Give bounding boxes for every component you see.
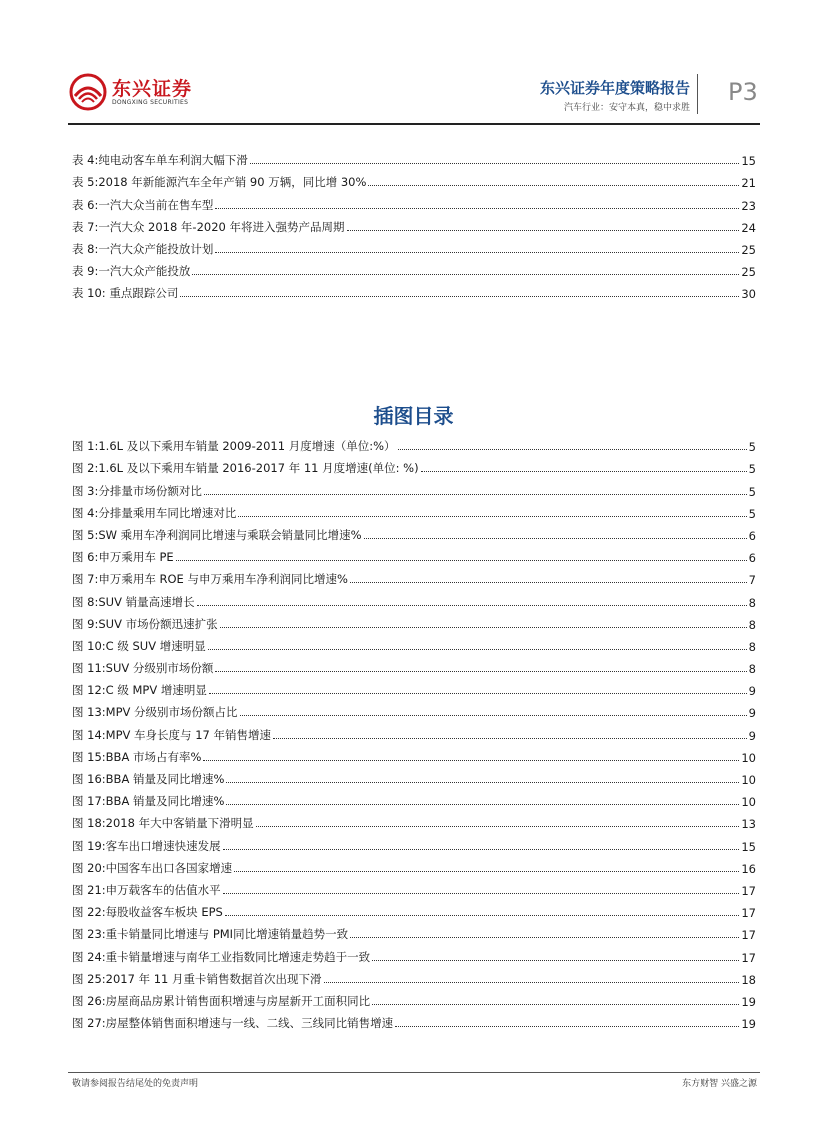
toc-leader-dots — [368, 185, 739, 186]
toc-entry-label: 图 8:SUV 销量高速增长 — [72, 594, 195, 609]
toc-entry-page: 5 — [748, 506, 756, 521]
tables-toc-list — [72, 146, 756, 301]
toc-entry-page: 17 — [741, 906, 756, 921]
toc-leader-dots — [215, 252, 739, 253]
toc-leader-dots — [209, 693, 747, 694]
toc-leader-dots — [250, 163, 740, 164]
toc-entry-label: 图 2:1.6L 及以下乘用车销量 2016-2017 年 11 月度增速(单位: %) — [72, 461, 419, 476]
toc-entry[interactable] — [72, 521, 756, 543]
toc-entry[interactable] — [72, 654, 756, 676]
toc-leader-dots — [240, 715, 747, 716]
toc-entry-label: 图 17:BBA 销量及同比增速% — [72, 794, 225, 809]
toc-leader-dots — [421, 471, 747, 472]
toc-entry[interactable] — [72, 698, 756, 720]
toc-entry[interactable] — [72, 942, 756, 964]
toc-entry-page: 6 — [748, 551, 756, 566]
toc-entry[interactable] — [72, 743, 756, 765]
toc-entry-label: 表 4:纯电动客车单车利润大幅下滑 — [72, 153, 248, 168]
toc-entry-label: 图 6:申万乘用车 PE — [72, 550, 174, 565]
toc-leader-dots — [208, 649, 747, 650]
toc-leader-dots — [197, 605, 747, 606]
toc-leader-dots — [273, 738, 747, 739]
toc-leader-dots — [364, 538, 747, 539]
toc-leader-dots — [192, 274, 739, 275]
toc-entry[interactable] — [72, 235, 756, 257]
toc-leader-dots — [215, 208, 739, 209]
toc-leader-dots — [225, 915, 740, 916]
footer-disclaimer: 敬请参阅报告结尾处的免责声明 — [72, 1079, 199, 1089]
toc-entry-label: 图 25:2017 年 11 月重卡销售数据首次出现下滑 — [72, 971, 322, 986]
toc-entry-page: 5 — [748, 484, 756, 499]
toc-entry-page: 7 — [748, 573, 756, 588]
toc-entry-label: 表 8:一汽大众产能投放计划 — [72, 241, 214, 256]
toc-entry-label: 图 21:申万载客车的估值水平 — [72, 882, 221, 897]
toc-entry[interactable] — [72, 543, 756, 565]
toc-entry-page: 16 — [741, 861, 756, 876]
toc-entry-page: 8 — [748, 595, 756, 610]
toc-entry-label: 图 5:SW 乘用车净利润同比增速与乘联会销量同比增速% — [72, 527, 362, 542]
toc-entry[interactable] — [72, 965, 756, 987]
toc-entry-label: 图 4:分排量乘用车同比增速对比 — [72, 505, 237, 520]
toc-leader-dots — [324, 982, 740, 983]
header-rule — [68, 123, 760, 125]
toc-leader-dots — [234, 871, 739, 872]
toc-leader-dots — [176, 560, 747, 561]
toc-entry-page: 10 — [741, 795, 756, 810]
report-subtitle: 汽车行业：安守本真，稳中求胜 — [563, 103, 690, 113]
logo-english-name: DONGXING SECURITIES — [112, 99, 189, 106]
toc-entry[interactable] — [72, 257, 756, 279]
toc-entry[interactable] — [72, 831, 756, 853]
toc-entry[interactable] — [72, 676, 756, 698]
toc-entry-label: 表 7:一汽大众 2018 年-2020 年将进入强势产品周期 — [72, 219, 345, 234]
toc-entry[interactable] — [72, 610, 756, 632]
logo-chinese-name: 东兴证券 — [112, 78, 193, 100]
toc-leader-dots — [372, 960, 739, 961]
toc-entry-page: 9 — [748, 684, 756, 699]
toc-entry-label: 图 13:MPV 分级别市场份额占比 — [72, 705, 238, 720]
toc-entry-label: 图 14:MPV 车身长度与 17 年销售增速 — [72, 727, 271, 742]
toc-entry-label: 表 10: 重点跟踪公司 — [72, 286, 179, 301]
report-title: 东兴证券年度策略报告 — [539, 79, 690, 97]
toc-entry-label: 图 3:分排量市场份额对比 — [72, 483, 202, 498]
footer-slogan: 东方财智 兴盛之源 — [682, 1079, 757, 1089]
toc-entry[interactable] — [72, 876, 756, 898]
toc-entry[interactable] — [72, 920, 756, 942]
toc-entry-page: 17 — [741, 950, 756, 965]
toc-leader-dots — [347, 230, 740, 231]
toc-entry[interactable] — [72, 279, 756, 301]
toc-entry[interactable] — [72, 499, 756, 521]
toc-entry-label: 表 5:2018 年新能源汽车全年产销 90 万辆，同比增 30% — [72, 175, 367, 190]
toc-leader-dots — [372, 1004, 739, 1005]
toc-entry[interactable] — [72, 168, 756, 190]
toc-entry[interactable] — [72, 809, 756, 831]
toc-entry[interactable] — [72, 720, 756, 742]
toc-leader-dots — [223, 849, 740, 850]
toc-entry-page: 5 — [748, 462, 756, 477]
toc-entry[interactable] — [72, 765, 756, 787]
toc-entry[interactable] — [72, 454, 756, 476]
toc-entry[interactable] — [72, 190, 756, 212]
toc-leader-dots — [180, 296, 739, 297]
toc-entry-page: 25 — [741, 242, 756, 257]
toc-entry[interactable] — [72, 854, 756, 876]
toc-entry-label: 图 10:C 级 SUV 增速明显 — [72, 638, 206, 653]
toc-entry-label: 图 27:房屋整体销售面积增速与一线、二线、三线同比销售增速 — [72, 1016, 394, 1031]
toc-entry-page: 10 — [741, 750, 756, 765]
toc-entry[interactable] — [72, 587, 756, 609]
toc-entry-page: 19 — [741, 994, 756, 1009]
toc-entry-page: 30 — [741, 287, 756, 302]
toc-leader-dots — [215, 671, 746, 672]
toc-entry-label: 图 1:1.6L 及以下乘用车销量 2009-2011 月度增速（单位:%） — [72, 439, 396, 454]
toc-entry-page: 8 — [748, 617, 756, 632]
header-divider — [697, 74, 698, 114]
toc-leader-dots — [203, 760, 739, 761]
toc-entry-label: 图 19:客车出口增速快速发展 — [72, 838, 221, 853]
toc-leader-dots — [398, 449, 747, 450]
toc-entry-label: 图 22:每股收益客车板块 EPS — [72, 905, 223, 920]
toc-leader-dots — [256, 826, 740, 827]
toc-entry-label: 图 24:重卡销量增速与南华工业指数同比增速走势趋于一致 — [72, 949, 371, 964]
toc-entry-page: 8 — [748, 662, 756, 677]
toc-entry-label: 图 20:中国客车出口各国家增速 — [72, 860, 233, 875]
toc-entry[interactable] — [72, 898, 756, 920]
toc-entry-page: 13 — [741, 817, 756, 832]
toc-entry-page: 6 — [748, 528, 756, 543]
toc-entry-page: 8 — [748, 639, 756, 654]
figures-toc-list — [72, 432, 756, 1031]
toc-entry-page: 23 — [741, 198, 756, 213]
toc-entry-label: 图 11:SUV 分级别市场份额 — [72, 661, 214, 676]
toc-leader-dots — [350, 582, 747, 583]
toc-entry-page: 19 — [741, 1017, 756, 1032]
figures-toc-heading: 插图目录 — [373, 404, 454, 428]
toc-entry[interactable] — [72, 1009, 756, 1031]
toc-entry-page: 17 — [741, 883, 756, 898]
toc-entry[interactable] — [72, 476, 756, 498]
toc-entry-label: 图 12:C 级 MPV 增速明显 — [72, 683, 207, 698]
page-header — [0, 0, 827, 130]
toc-leader-dots — [223, 893, 740, 894]
toc-entry-label: 表 6:一汽大众当前在售车型 — [72, 197, 214, 212]
toc-leader-dots — [350, 937, 739, 938]
toc-leader-dots — [204, 494, 747, 495]
toc-entry[interactable] — [72, 565, 756, 587]
toc-entry-label: 图 16:BBA 销量及同比增速% — [72, 772, 225, 786]
toc-entry-page: 21 — [741, 176, 756, 191]
toc-leader-dots — [395, 1026, 739, 1027]
toc-entry-label: 图 15:BBA 市场占有率% — [72, 749, 202, 764]
toc-entry-page: 10 — [741, 773, 756, 787]
toc-entry[interactable] — [72, 987, 756, 1009]
toc-leader-dots — [220, 627, 747, 628]
toc-entry-page: 15 — [741, 839, 756, 854]
toc-entry-page: 25 — [741, 265, 756, 280]
toc-entry[interactable] — [72, 146, 756, 168]
toc-entry-label: 表 9:一汽大众产能投放 — [72, 264, 191, 279]
toc-entry-page: 17 — [741, 928, 756, 943]
toc-leader-dots — [226, 782, 739, 783]
toc-entry-page: 9 — [748, 728, 756, 743]
toc-entry-label: 图 18:2018 年大中客销量下滑明显 — [72, 816, 254, 831]
logo-mark-icon — [68, 72, 108, 112]
toc-entry-page: 15 — [741, 154, 756, 169]
toc-entry-page: 5 — [748, 440, 756, 455]
toc-entry-page: 18 — [741, 972, 756, 987]
toc-entry[interactable] — [72, 787, 756, 809]
toc-entry-page: 9 — [748, 706, 756, 721]
toc-entry-label: 图 26:房屋商品房累计销售面积增速与房屋新开工面积同比 — [72, 993, 371, 1008]
toc-entry-label: 图 23:重卡销量同比增速与 PMI同比增速销量趋势一致 — [72, 927, 349, 942]
toc-entry-label: 图 7:申万乘用车 ROE 与申万乘用车净利润同比增速% — [72, 572, 348, 587]
toc-leader-dots — [238, 516, 746, 517]
company-logo — [68, 72, 208, 112]
toc-entry[interactable] — [72, 213, 756, 235]
footer-rule — [68, 1072, 760, 1073]
toc-entry-page: 24 — [741, 220, 756, 235]
toc-entry[interactable] — [72, 432, 756, 454]
toc-entry-label: 图 9:SUV 市场份额迅速扩张 — [72, 616, 218, 631]
toc-entry[interactable] — [72, 632, 756, 654]
toc-leader-dots — [226, 804, 739, 805]
page-number: P3 — [728, 78, 758, 106]
